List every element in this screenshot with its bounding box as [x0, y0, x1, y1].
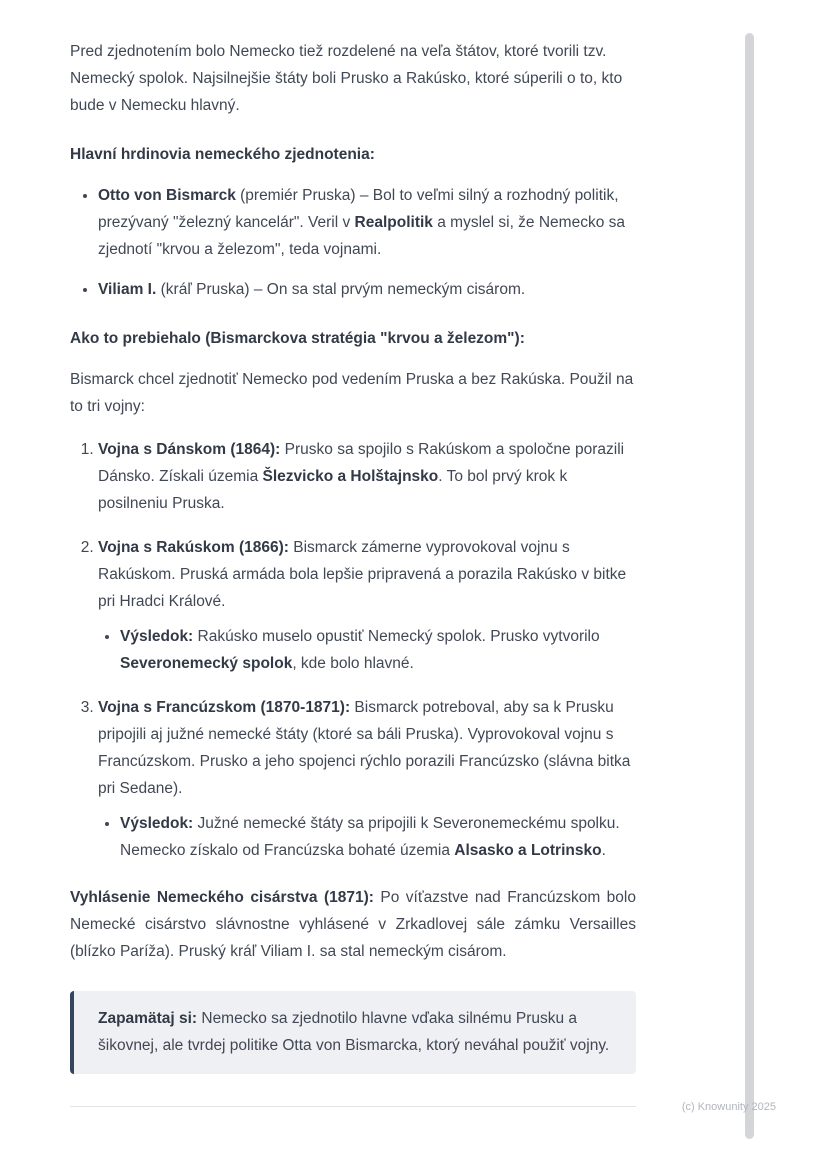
- list-item-text: Otto von Bismarck (premiér Pruska) – Bol to veľmi silný a rozhodný politik, prezývaný "železný kancelár". Veril v Realpolitik a myslel si, že Nemecko sa zjednotí "krvou a železom", teda vojnami.: [98, 187, 626, 258]
- heroes-heading: Hlavní hrdinovia nemeckého zjednotenia:: [70, 146, 375, 163]
- war-item-text: Vojna s Rakúskom (1866): Bismarck zámerne vyprovokoval vojnu s Rakúskom. Pruská armáda bola lepšie pripravená a porazila Rakúsko v bitke pri Hradci Králové.: [98, 539, 627, 610]
- remember-callout: [70, 991, 636, 1074]
- war-result-item: [120, 623, 636, 677]
- bottom-divider: [70, 1106, 636, 1107]
- war-item-text: Vojna s Francúzskom (1870-1871): Bismarck potreboval, aby sa k Prusku pripojili aj južné nemecké štáty (ktoré sa báli Pruska). Vyprovokoval vojnu s Francúzskom. Prusko a jeho spojenci rýchlo porazili Francúzsko (slávna bitka pri Sedane).: [98, 699, 631, 797]
- heroes-list: [70, 182, 636, 303]
- proclamation-paragraph: Vyhlásenie Nemeckého cisárstva (1871): Po víťazstve nad Francúzskom bolo Nemecké cisárstvo slávnostne vyhlásené v Zrkadlovej sále zámku Versailles (blízko Paríža). Pruský kráľ Viliam I. sa stal nemeckým cisárom.: [70, 889, 636, 960]
- remember-callout-text: Zapamätaj si: Nemecko sa zjednotilo hlavne vďaka silnému Prusku a šikovnej, ale tvrdej politike Otta von Bismarcka, ktorý neváhal použiť vojny.: [98, 1010, 610, 1054]
- list-item-viliam: [98, 276, 636, 303]
- strategy-heading: Ako to prebiehalo (Bismarckova stratégia "krvou a železom"):: [70, 330, 525, 347]
- war-item-text: Vojna s Dánskom (1864): Prusko sa spojilo s Rakúskom a spoločne porazili Dánsko. Získali územia Šlezvicko a Holštajnsko. To bol prvý krok k posilneniu Pruska.: [98, 441, 625, 512]
- war-result-list: [98, 623, 636, 677]
- list-item-text: Viliam I. (kráľ Pruska) – On sa stal prvým nemeckým cisárom.: [98, 281, 526, 298]
- war-result-text: Výsledok: Rakúsko muselo opustiť Nemecký spolok. Prusko vytvorilo Severonemecký spolok, kde bolo hlavné.: [120, 628, 600, 672]
- list-item-bismarck: [98, 182, 636, 263]
- document-content: [70, 0, 636, 1107]
- war-item-france: [98, 694, 636, 864]
- war-item-austria: [98, 534, 636, 677]
- war-result-item: [120, 810, 636, 864]
- strategy-intro-paragraph: Bismarck chcel zjednotiť Nemecko pod vedením Pruska a bez Rakúska. Použil na to tri vojny:: [70, 371, 634, 415]
- intro-paragraph: Pred zjednotením bolo Nemecko tiež rozdelené na veľa štátov, ktoré tvorili tzv. Nemecký spolok. Najsilnejšie štáty boli Prusko a Rakúsko, ktoré súperili o to, kto bude v Nemecku hlavný.: [70, 43, 623, 114]
- wars-list: [70, 436, 636, 864]
- war-item-denmark: [98, 436, 636, 517]
- war-result-text: Výsledok: Južné nemecké štáty sa pripojili k Severonemeckému spolku. Nemecko získalo od Francúzska bohaté územia Alsasko a Lotrinsko.: [120, 815, 620, 859]
- scrollbar-thumb[interactable]: [745, 33, 754, 1139]
- copyright-watermark: (c) Knowunity 2025: [681, 1101, 776, 1113]
- war-result-list: [98, 810, 636, 864]
